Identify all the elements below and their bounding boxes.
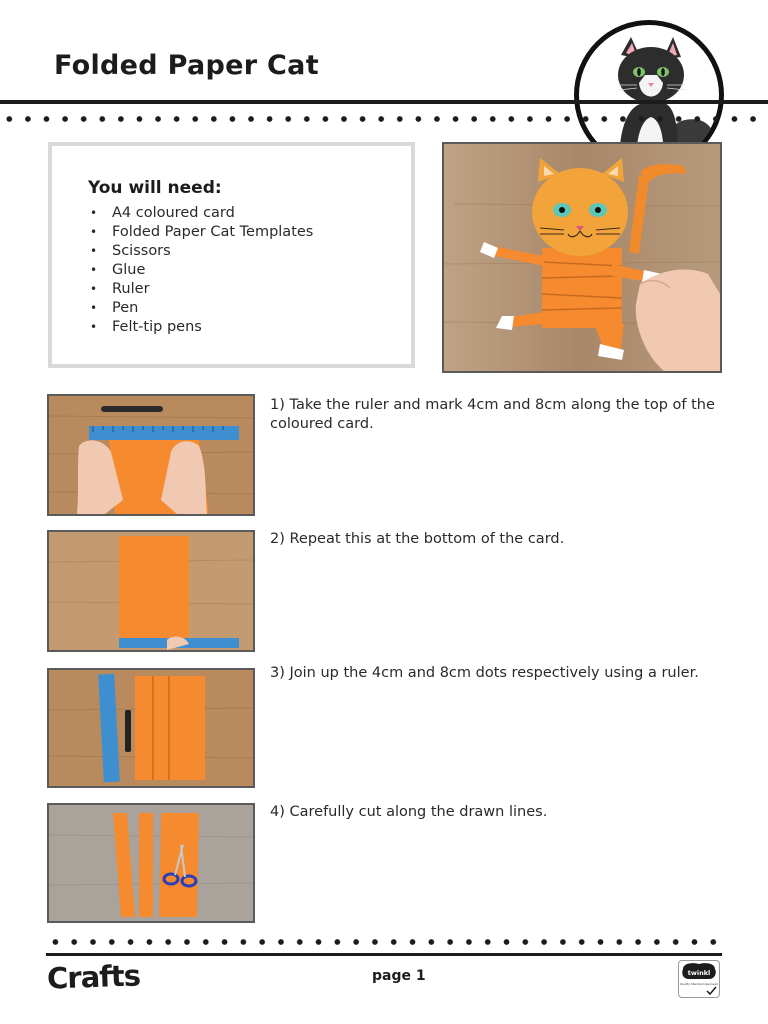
crafts-logo-text: Crafts: [46, 958, 141, 996]
list-item: • Scissors: [88, 242, 313, 261]
footer-dotted-line: [46, 939, 722, 945]
materials-heading: You will need:: [88, 178, 222, 198]
cutting-strips-picture: [49, 805, 253, 921]
list-item: • Glue: [88, 261, 313, 280]
step-1-photo: [47, 394, 255, 516]
page-title: Folded Paper Cat: [54, 50, 319, 81]
twinkl-caption-text: Quality Standard Approved: [680, 982, 718, 986]
step-2-instruction: 2) Repeat this at the bottom of the card.: [270, 531, 565, 547]
twinkl-logo-icon: [679, 961, 719, 997]
list-item: • A4 coloured card: [88, 204, 313, 223]
folded-paper-cat-picture: [444, 144, 720, 371]
header-rule: [0, 100, 768, 104]
footer-rule: [46, 953, 722, 956]
step-3-instruction: 3) Join up the 4cm and 8cm dots respectively using a ruler.: [270, 665, 699, 681]
materials-box: [48, 142, 415, 368]
step-2-photo: [47, 530, 255, 652]
step-4-instruction: 4) Carefully cut along the drawn lines.: [270, 804, 548, 820]
card-bottom-marking-picture: [49, 532, 253, 650]
list-item: • Folded Paper Cat Templates: [88, 223, 313, 242]
list-item: • Ruler: [88, 280, 313, 299]
twinkl-brand-text: twinkl: [687, 969, 711, 977]
ruler-marking-picture: [49, 396, 253, 514]
step-1-instruction: 1) Take the ruler and mark 4cm and 8cm along the top of the coloured card.: [270, 397, 715, 432]
page-number: page 1: [372, 968, 426, 984]
list-item: • Pen: [88, 299, 313, 318]
step-4-photo: [47, 803, 255, 923]
finished-cat-photo: [442, 142, 722, 373]
step-3-photo: [47, 668, 255, 788]
header-dotted-line: [0, 116, 768, 122]
twinkl-quality-badge: [678, 960, 720, 998]
list-item: • Felt-tip pens: [88, 318, 313, 337]
lines-drawn-picture: [49, 670, 253, 786]
materials-list: [88, 204, 313, 337]
